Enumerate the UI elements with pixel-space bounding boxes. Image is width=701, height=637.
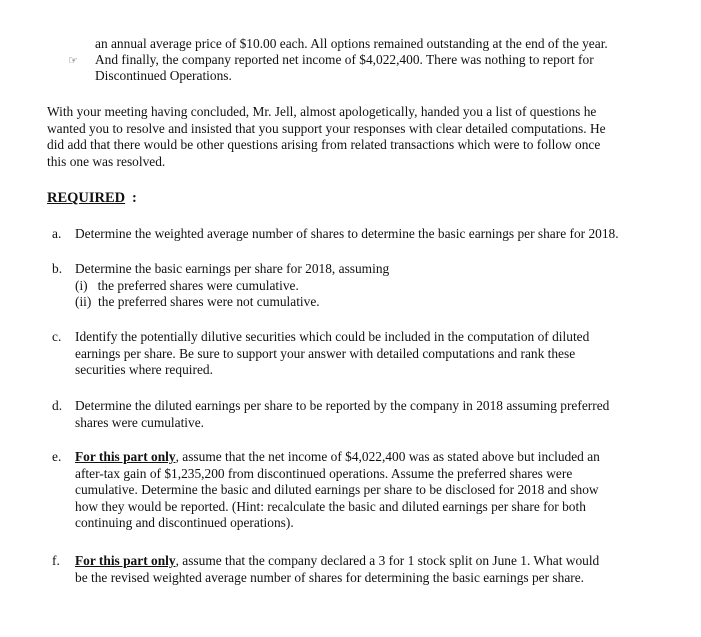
question-f-line-1: , assume that the company declared a 3 for 1 stock split on June 1. What would xyxy=(175,553,600,568)
question-a-text: Determine the weighted average number of shares to determine the basic earnings per share for 2018. xyxy=(75,226,619,241)
meeting-paragraph xyxy=(47,104,687,170)
question-c-line-1: Identify the potentially dilutive securities which could be included in the computation of diluted xyxy=(75,329,590,344)
question-e-line-3: cumulative. Determine the basic and diluted earnings per share to be disclosed for 2018 and show xyxy=(75,482,599,498)
question-letter: a. xyxy=(52,226,62,241)
paragraph-line-2: wanted you to resolve and insisted that you support your responses with clear detailed computations. He xyxy=(47,120,606,136)
question-b-option-i: (i) the preferred shares were cumulative. xyxy=(75,277,299,293)
for-this-part-only-emphasis: For this part only xyxy=(75,553,176,568)
question-b-text: Determine the basic earnings per share for 2018, assuming xyxy=(75,261,390,276)
paragraph-line-3: did add that there would be other questions arising from related transactions which were to follow once xyxy=(47,137,601,153)
question-letter: b. xyxy=(52,261,63,276)
question-e-line-5: continuing and discontinued operations). xyxy=(75,515,294,531)
question-b-option-ii: (ii) the preferred shares were not cumulative. xyxy=(75,294,320,310)
question-d-line-1: Determine the diluted earnings per share to be reported by the company in 2018 assuming preferred xyxy=(75,398,610,413)
question-letter: c. xyxy=(52,329,62,344)
paragraph-line-1: With your meeting having concluded, Mr. Jell, almost apologetically, handed you a list of questions he xyxy=(47,104,597,119)
question-c-line-3: securities where required. xyxy=(75,362,213,378)
discontinued-ops-line: Discontinued Operations. xyxy=(95,68,232,83)
question-e-line-2: after-tax gain of $1,235,200 from discontinued operations. Assume the preferred shares were xyxy=(75,465,573,481)
question-e-line-1: , assume that the net income of $4,022,400 was as stated above but included an xyxy=(175,449,600,464)
question-c-line-2: earnings per share. Be sure to support your answer with detailed computations and rank these xyxy=(75,345,576,361)
required-heading-text: REQUIRED xyxy=(47,190,126,206)
options-line: an annual average price of $10.00 each. All options remained outstanding at the end of the year. xyxy=(95,36,608,51)
pointing-hand-bullet-icon: ☞ xyxy=(68,54,78,67)
net-income-line: And finally, the company reported net income of $4,022,400. There was nothing to report for xyxy=(95,52,594,67)
required-colon: : xyxy=(132,190,137,206)
required-heading xyxy=(47,190,125,207)
question-letter: e. xyxy=(52,449,62,464)
question-d-line-2: shares were cumulative. xyxy=(75,414,205,430)
question-letter: f. xyxy=(52,553,60,568)
paragraph-line-4: this one was resolved. xyxy=(47,153,166,169)
question-e-line-4: how they would be reported. (Hint: recalculate the basic and diluted earnings per share for both xyxy=(75,498,586,514)
question-letter: d. xyxy=(52,398,63,413)
for-this-part-only-emphasis: For this part only xyxy=(75,449,176,464)
question-f-line-2: be the revised weighted average number of shares for determining the basic earnings per share. xyxy=(75,569,585,585)
